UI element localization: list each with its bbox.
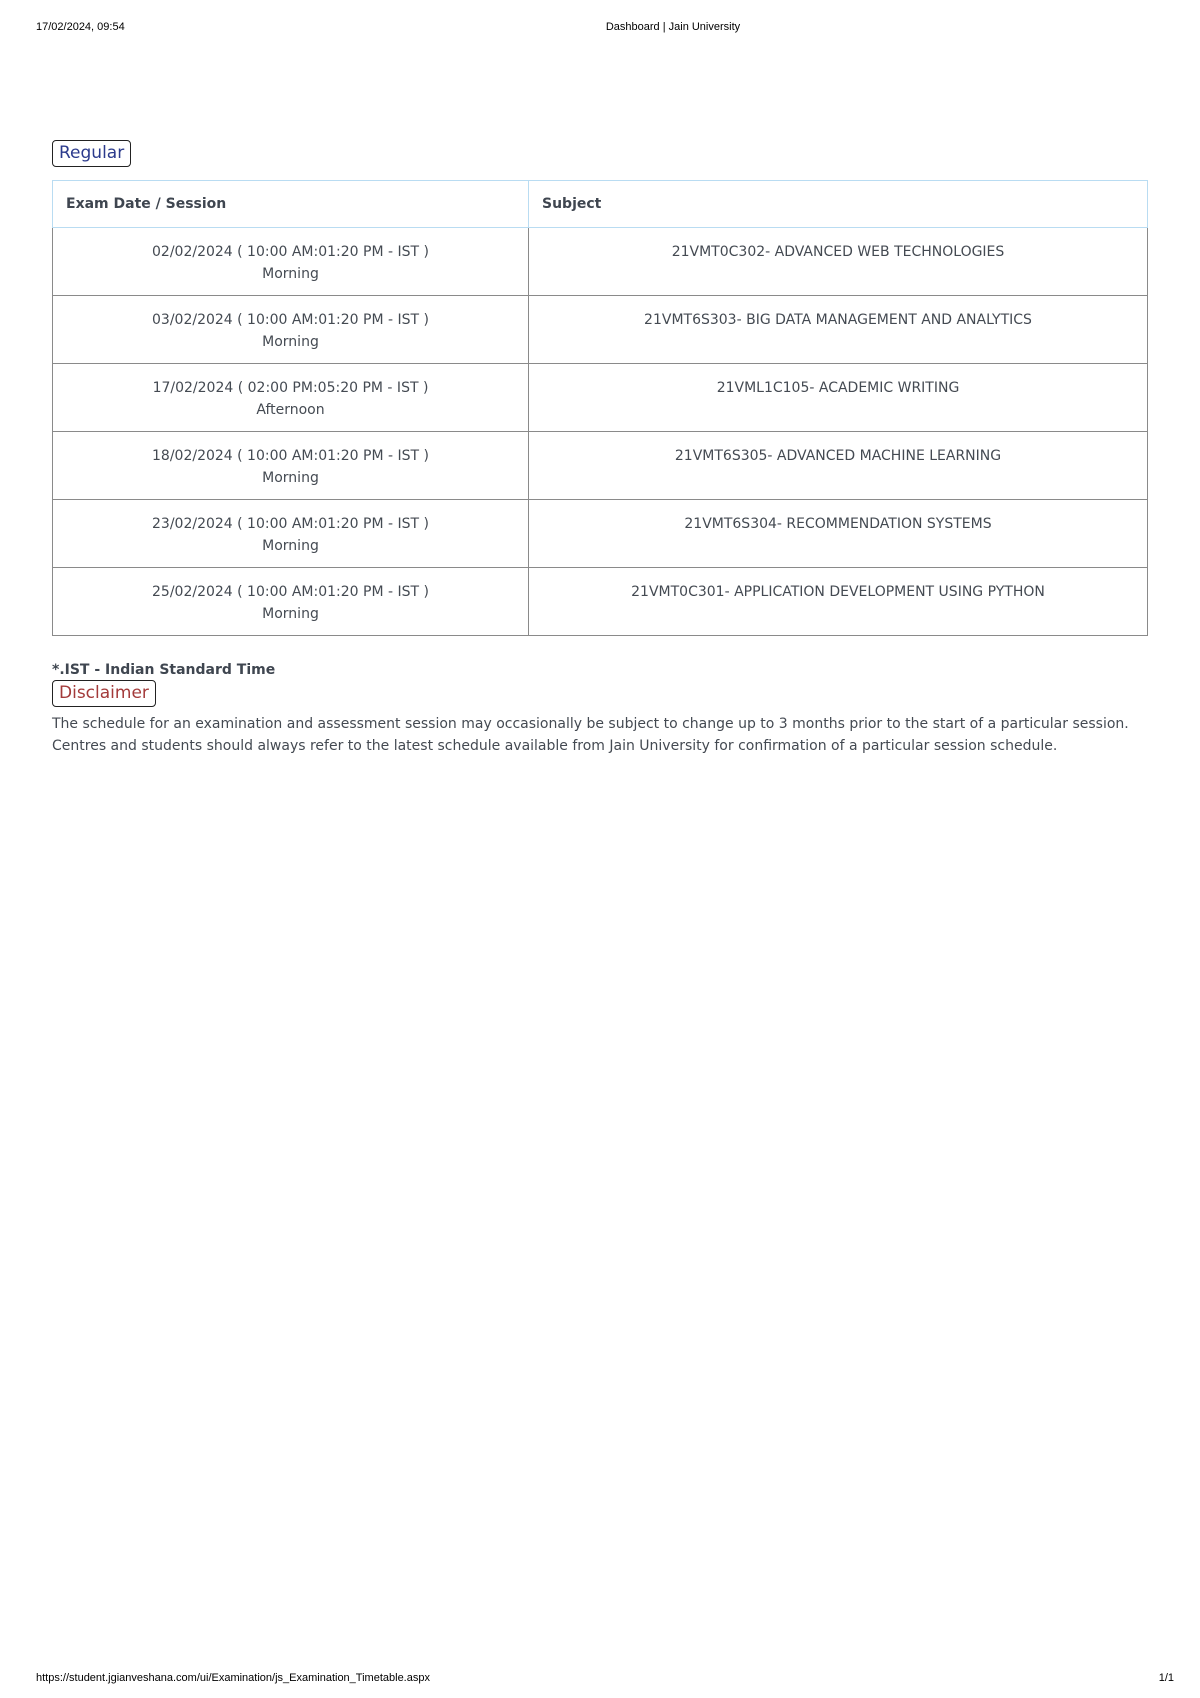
exam-date: 03/02/2024 ( 10:00 AM:01:20 PM - IST ) [152, 312, 429, 328]
exam-date: 17/02/2024 ( 02:00 PM:05:20 PM - IST ) [152, 380, 429, 396]
disclaimer-line-1: The schedule for an examination and assessment session may occasionally be subject to change up to 3 months prior to the start of a particular session. [52, 716, 1129, 732]
table-row [53, 500, 1148, 568]
subject-cell: 21VMT0C301- APPLICATION DEVELOPMENT USING PYTHON [529, 568, 1148, 636]
print-url: https://student.jgianveshana.com/ui/Examination/js_Examination_Timetable.aspx [36, 1672, 430, 1684]
disclaimer-section [52, 680, 1148, 757]
subject-cell: 21VMT6S303- BIG DATA MANAGEMENT AND ANALYTICS [529, 296, 1148, 364]
subject-cell: 21VMT0C302- ADVANCED WEB TECHNOLOGIES [529, 228, 1148, 296]
table-row [53, 364, 1148, 432]
exam-date-cell [53, 432, 529, 500]
disclaimer-line-2: Centres and students should always refer to the latest schedule available from Jain University for confirmation of a particular session schedule. [52, 738, 1058, 754]
exam-date: 02/02/2024 ( 10:00 AM:01:20 PM - IST ) [152, 244, 429, 260]
exam-date-cell [53, 228, 529, 296]
exam-date: 18/02/2024 ( 10:00 AM:01:20 PM - IST ) [152, 448, 429, 464]
subject-cell: 21VML1C105- ACADEMIC WRITING [529, 364, 1148, 432]
exam-date-cell [53, 500, 529, 568]
exam-date-cell [53, 568, 529, 636]
exam-session: Morning [262, 538, 319, 554]
exam-date-cell [53, 364, 529, 432]
header-exam-date: Exam Date / Session [53, 181, 529, 228]
table-row [53, 228, 1148, 296]
print-page-count: 1/1 [1158, 1672, 1174, 1684]
subject-cell: 21VMT6S305- ADVANCED MACHINE LEARNING [529, 432, 1148, 500]
disclaimer-badge: Disclaimer [52, 680, 156, 707]
exam-timetable [52, 180, 1148, 636]
timetable-content [52, 140, 1148, 757]
table-row [53, 568, 1148, 636]
exam-date: 23/02/2024 ( 10:00 AM:01:20 PM - IST ) [152, 516, 429, 532]
table-header-row [53, 181, 1148, 228]
table-row [53, 296, 1148, 364]
exam-date-cell [53, 296, 529, 364]
regular-badge: Regular [52, 140, 131, 167]
subject-cell: 21VMT6S304- RECOMMENDATION SYSTEMS [529, 500, 1148, 568]
disclaimer-text [52, 713, 1148, 757]
exam-session: Afternoon [256, 402, 325, 418]
table-row [53, 432, 1148, 500]
ist-note: *.IST - Indian Standard Time [52, 662, 276, 678]
header-subject: Subject [529, 181, 1148, 228]
exam-session: Morning [262, 470, 319, 486]
print-page-title: Dashboard | Jain University [605, 21, 741, 33]
exam-date: 25/02/2024 ( 10:00 AM:01:20 PM - IST ) [152, 584, 429, 600]
exam-session: Morning [262, 606, 319, 622]
exam-session: Morning [262, 334, 319, 350]
print-timestamp: 17/02/2024, 09:54 [36, 21, 125, 33]
exam-session: Morning [262, 266, 319, 282]
